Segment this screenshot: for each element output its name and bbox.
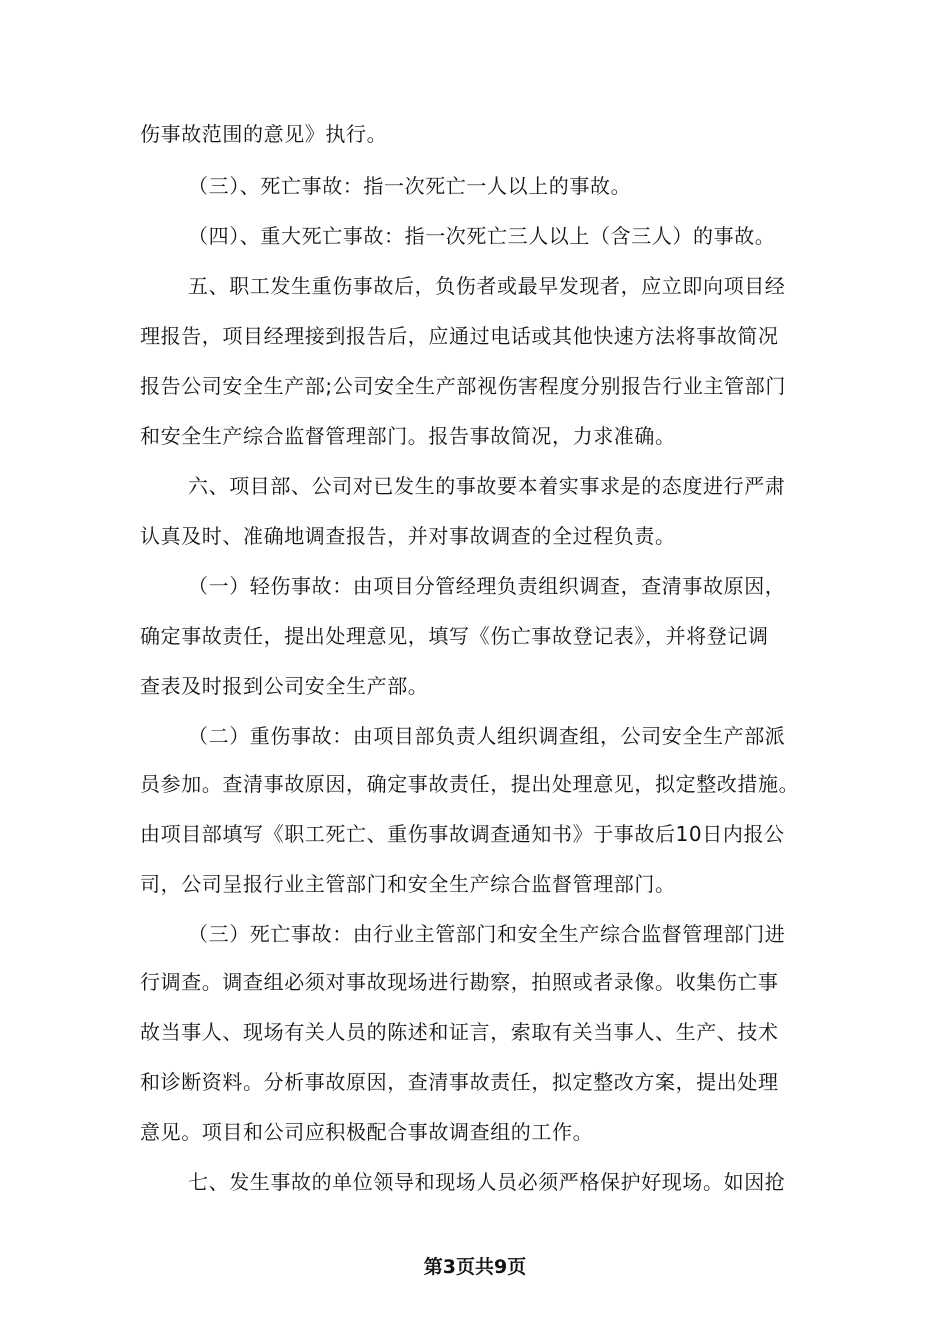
text-line: 确定事故责任，提出处理意见，填写《伤亡事故登记表》，并将登记调 (140, 624, 769, 648)
text-line: 报告公司安全生产部;公司安全生产部视伤害程度分别报告行业主管部门 (140, 374, 786, 398)
text-line: （三）死亡事故：由行业主管部门和安全生产综合监督管理部门进 (188, 922, 786, 946)
text-line: 司，公司呈报行业主管部门和安全生产综合监督管理部门。 (140, 872, 676, 896)
text-line: 由项目部填写《职工死亡、重伤事故调查通知书》于事故后10日内报公 (140, 822, 785, 846)
page-number: 第3页共9页 (423, 1256, 527, 1278)
text-line: 七、发生事故的单位领导和现场人员必须严格保护好现场。如因抢 (188, 1170, 786, 1194)
text-line: 认真及时、准确地调查报告，并对事故调查的全过程负责。 (140, 524, 676, 548)
text-line: 和安全生产综合监督管理部门。报告事故简况，力求准确。 (140, 424, 676, 448)
text-line: 行调查。调查组必须对事故现场进行勘察，拍照或者录像。收集伤亡事 (140, 970, 779, 994)
text-line: 理报告，项目经理接到报告后，应通过电话或其他快速方法将事故简况 (140, 324, 779, 348)
text-line: 六、项目部、公司对已发生的事故要本着实事求是的态度进行严肃 (188, 474, 786, 498)
text-line: 意见。项目和公司应积极配合事故调查组的工作。 (140, 1120, 594, 1144)
text-line: （一）轻伤事故：由项目分管经理负责组织调查，查清事故原因， (188, 574, 786, 598)
text-line: （四）、重大死亡事故：指一次死亡三人以上（含三人）的事故。 (188, 224, 776, 248)
text-line: 伤事故范围的意见》执行。 (140, 122, 388, 146)
text-line: （二）重伤事故：由项目部负责人组织调查组，公司安全生产部派 (188, 724, 786, 748)
text-line: 和诊断资料。分析事故原因，查清事故责任，拟定整改方案，提出处理 (140, 1070, 779, 1094)
text-line: 员参加。查清事故原因，确定事故责任，提出处理意见，拟定整改措施。 (140, 772, 800, 796)
text-line: 五、职工发生重伤事故后，负伤者或最早发现者，应立即向项目经 (188, 274, 786, 298)
text-line: 故当事人、现场有关人员的陈述和证言，索取有关当事人、生产、技术 (140, 1020, 779, 1044)
text-line: （三）、死亡事故：指一次死亡一人以上的事故。 (188, 174, 632, 198)
text-line: 查表及时报到公司安全生产部。 (140, 674, 429, 698)
